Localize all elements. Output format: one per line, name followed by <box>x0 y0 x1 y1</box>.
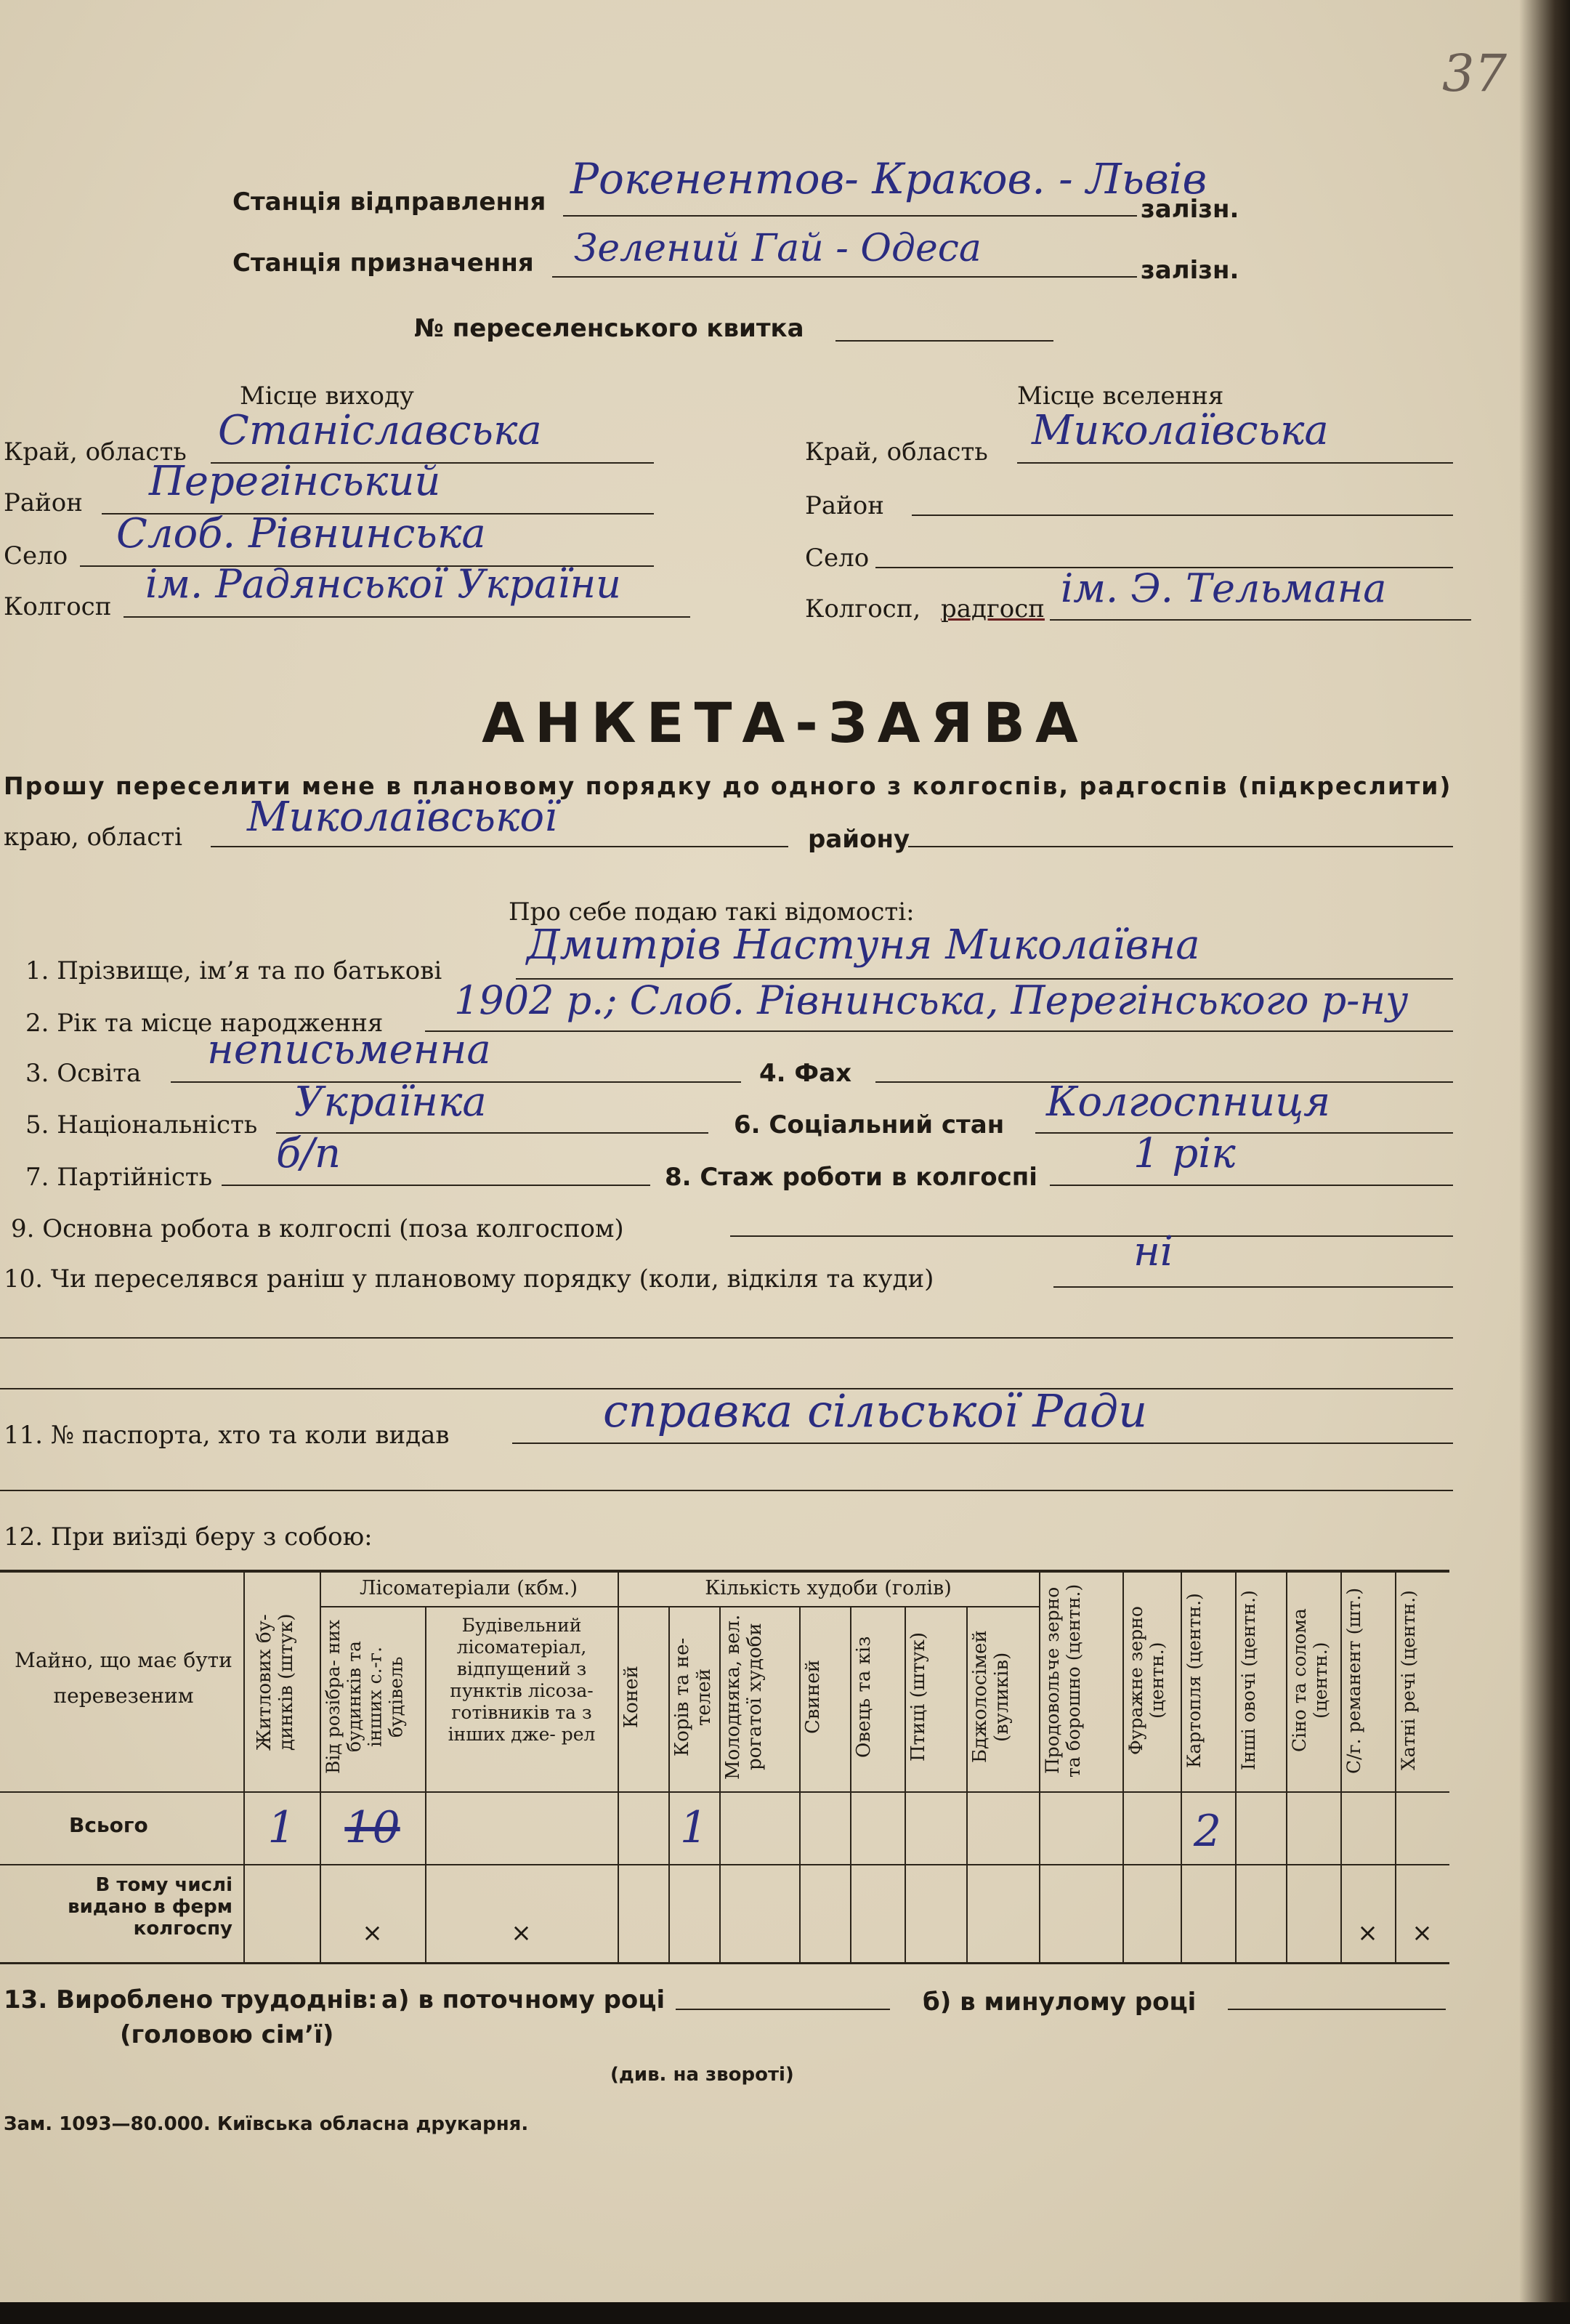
col-household-goods: Хатні речі (центн.) <box>1398 1590 1419 1771</box>
field-11-line <box>512 1443 1453 1444</box>
row-farm-label: В тому числі видано в ферм колгоспу <box>68 1874 232 1940</box>
col-sheep: Овець та кіз <box>853 1636 875 1758</box>
col-vegetables: Інші овочі (центн.) <box>1238 1590 1259 1771</box>
workdays-current-label: а) в поточному році <box>381 1985 665 2014</box>
field-5-label: 5. Національність <box>25 1110 258 1139</box>
total-dismantled: 10 <box>344 1802 400 1853</box>
settlement-kolkhoz-line <box>1050 619 1471 621</box>
field-8-label: 8. Стаж роботи в колгоспі <box>665 1163 1037 1192</box>
col-hay: Сіно та солома (центн.) <box>1289 1608 1331 1753</box>
destination-line <box>552 276 1137 278</box>
field-1-value: Дмитрів Настуня Миколаївна <box>527 921 1200 969</box>
ticket-label: № переселенського квитка <box>414 314 804 343</box>
origin-heading: Місце виходу <box>240 382 414 411</box>
page-bottom-shadow <box>0 2302 1570 2324</box>
document-title: АНКЕТА-ЗАЯВА <box>482 690 1088 755</box>
col-food-grain: Продовольче зерно та борошно (центн.) <box>1042 1583 1084 1778</box>
field-6-value: Колгоспниця <box>1046 1078 1331 1126</box>
request-region-line <box>211 846 788 847</box>
origin-district-label: Район <box>4 488 83 517</box>
origin-village-value: Слоб. Рівнинська <box>116 510 486 557</box>
col-potato: Картопля (центн.) <box>1183 1593 1205 1768</box>
field-11-label: 11. № паспорта, хто та коли видав <box>4 1421 450 1450</box>
total-cows: 1 <box>679 1802 708 1853</box>
field-3-value: неписьменна <box>207 1026 491 1073</box>
field-2-value: 1902 р.; Слоб. Рівнинська, Перегінського р-ну <box>454 977 1409 1023</box>
request-region-label: краю, області <box>4 823 183 852</box>
blank-line-3 <box>0 1490 1453 1491</box>
origin-region-label: Край, область <box>4 437 187 467</box>
field-11-value: справка сільської Ради <box>603 1384 1148 1437</box>
total-houses: 1 <box>267 1802 296 1853</box>
origin-kolkhoz-line <box>124 616 690 618</box>
mark-tools: × <box>1357 1918 1378 1948</box>
destination-value: Зелений Гай - Одеса <box>574 227 982 270</box>
field-7-label: 7. Партійність <box>25 1163 213 1192</box>
request-district-label: району <box>808 825 910 854</box>
mark-building: × <box>511 1918 532 1948</box>
departure-line <box>563 215 1137 217</box>
field-8-value: 1 рік <box>1133 1130 1236 1177</box>
col-dismantled: Від розібра- них будинків та інших с.-г. будівель <box>323 1619 407 1775</box>
destination-label: Станція призначення <box>232 249 534 278</box>
request-region-value: Миколаївської <box>247 794 558 841</box>
settlement-heading: Місце вселення <box>1017 382 1224 411</box>
field-6-label: 6. Соціальний стан <box>734 1110 1005 1139</box>
blank-line-1 <box>0 1337 1453 1339</box>
col-houses: Житлових бу- динків (штук) <box>254 1613 297 1751</box>
field-10-line <box>1053 1286 1453 1288</box>
settlement-region-value: Миколаївська <box>1032 407 1329 454</box>
settlement-kolkhoz-label: Колгосп, <box>805 594 921 624</box>
mark-goods: × <box>1412 1918 1433 1948</box>
field-6-line <box>1035 1132 1453 1134</box>
workdays-sub: (головою сім’ї) <box>120 2020 334 2049</box>
field-2-label: 2. Рік та місце народження <box>25 1009 384 1038</box>
page-edge-shadow <box>1519 0 1570 2324</box>
print-info: Зам. 1093—80.000. Київська обласна друкарня. <box>4 2113 529 2135</box>
field-7-line <box>222 1185 650 1186</box>
col-fodder-grain: Фуражне зерно (центн.) <box>1125 1606 1168 1755</box>
field-5-line <box>276 1132 708 1134</box>
workdays-current-line <box>676 2009 890 2010</box>
field-5-value: Українка <box>294 1078 487 1126</box>
request-line: Прошу переселити мене в плановому порядку до одного з колгоспів, радгоспів (підкреслити) <box>4 772 1452 800</box>
col-young-cattle: Молодняка, вел. рогатої худоби <box>722 1614 766 1780</box>
col-birds: Птиці (штук) <box>907 1631 929 1762</box>
workdays-previous-label: б) в минулому році <box>923 1988 1197 2017</box>
origin-kolkhoz-value: ім. Радянської України <box>145 561 621 607</box>
departure-value: Рокенентов- Краков. - Львів <box>570 154 1207 203</box>
origin-district-value: Перегінський <box>149 458 441 505</box>
intro-text: Про себе подаю такі відомості: <box>509 897 915 927</box>
col-bees: Бджолосімей (вуликів) <box>969 1630 1013 1764</box>
settlement-village-label: Село <box>805 544 870 573</box>
origin-kolkhoz-label: Колгосп <box>4 592 112 621</box>
col-property: Майно, що має бути перевезеним <box>15 1648 232 1708</box>
property-table <box>0 1570 1449 1969</box>
workdays-previous-line <box>1228 2009 1446 2010</box>
total-potato: 2 <box>1193 1806 1222 1857</box>
field-2-line <box>425 1030 1453 1032</box>
field-9-label: 9. Основна робота в колгоспі (поза колгоспом) <box>11 1214 624 1243</box>
settlement-district-label: Район <box>805 491 884 520</box>
table-header-rule <box>0 1791 1449 1793</box>
col-cows: Корів та не- телей <box>671 1637 715 1756</box>
field-8-line <box>1050 1185 1453 1186</box>
destination-suffix: залізн. <box>1141 256 1239 285</box>
settlement-kolkhoz-value: ім. Э. Тельмана <box>1061 565 1387 611</box>
mark-dismantled: × <box>362 1918 383 1948</box>
settlement-district-line <box>912 515 1453 516</box>
field-1-label: 1. Прізвище, ім’я та по батькові <box>25 956 442 985</box>
group-timber: Лісоматеріали (кбм.) <box>359 1577 578 1599</box>
settlement-region-line <box>1017 462 1453 464</box>
field-4-label: 4. Фах <box>759 1059 852 1088</box>
row-total-label: Всього <box>69 1813 148 1837</box>
reverse-note: (див. на звороті) <box>610 2064 794 2086</box>
col-building: Будівельний лісоматеріал, відпущений з пунктів лісоза- готівників та з інших дже- рел <box>448 1615 596 1745</box>
table-top-rule <box>0 1570 1449 1573</box>
settlement-region-label: Край, область <box>805 437 988 467</box>
departure-label: Станція відправлення <box>232 187 546 217</box>
field-12-label: 12. При виїзді беру з собою: <box>4 1522 373 1552</box>
col-horses: Коней <box>620 1666 642 1728</box>
settlement-radgosp-label: радгосп <box>941 594 1045 624</box>
group-livestock: Кількість худоби (голів) <box>705 1577 952 1599</box>
ticket-line <box>835 340 1053 342</box>
field-9-line <box>730 1235 1453 1237</box>
page-number: 37 <box>1442 44 1508 103</box>
workdays-label: 13. Вироблено трудоднів: <box>4 1985 378 2014</box>
field-10-value: ні <box>1133 1228 1173 1275</box>
field-10-label: 10. Чи переселявся раніш у плановому порядку (коли, відкіля та куди) <box>4 1264 934 1294</box>
field-3-label: 3. Освіта <box>25 1059 142 1088</box>
departure-suffix: залізн. <box>1141 195 1239 224</box>
col-tools: С/г. реманент (шт.) <box>1343 1587 1364 1774</box>
origin-village-label: Село <box>4 541 68 570</box>
field-7-value: б/п <box>276 1130 341 1177</box>
col-pigs: Свиней <box>802 1660 824 1734</box>
request-district-line <box>908 846 1453 847</box>
origin-region-value: Станіславська <box>218 407 542 454</box>
